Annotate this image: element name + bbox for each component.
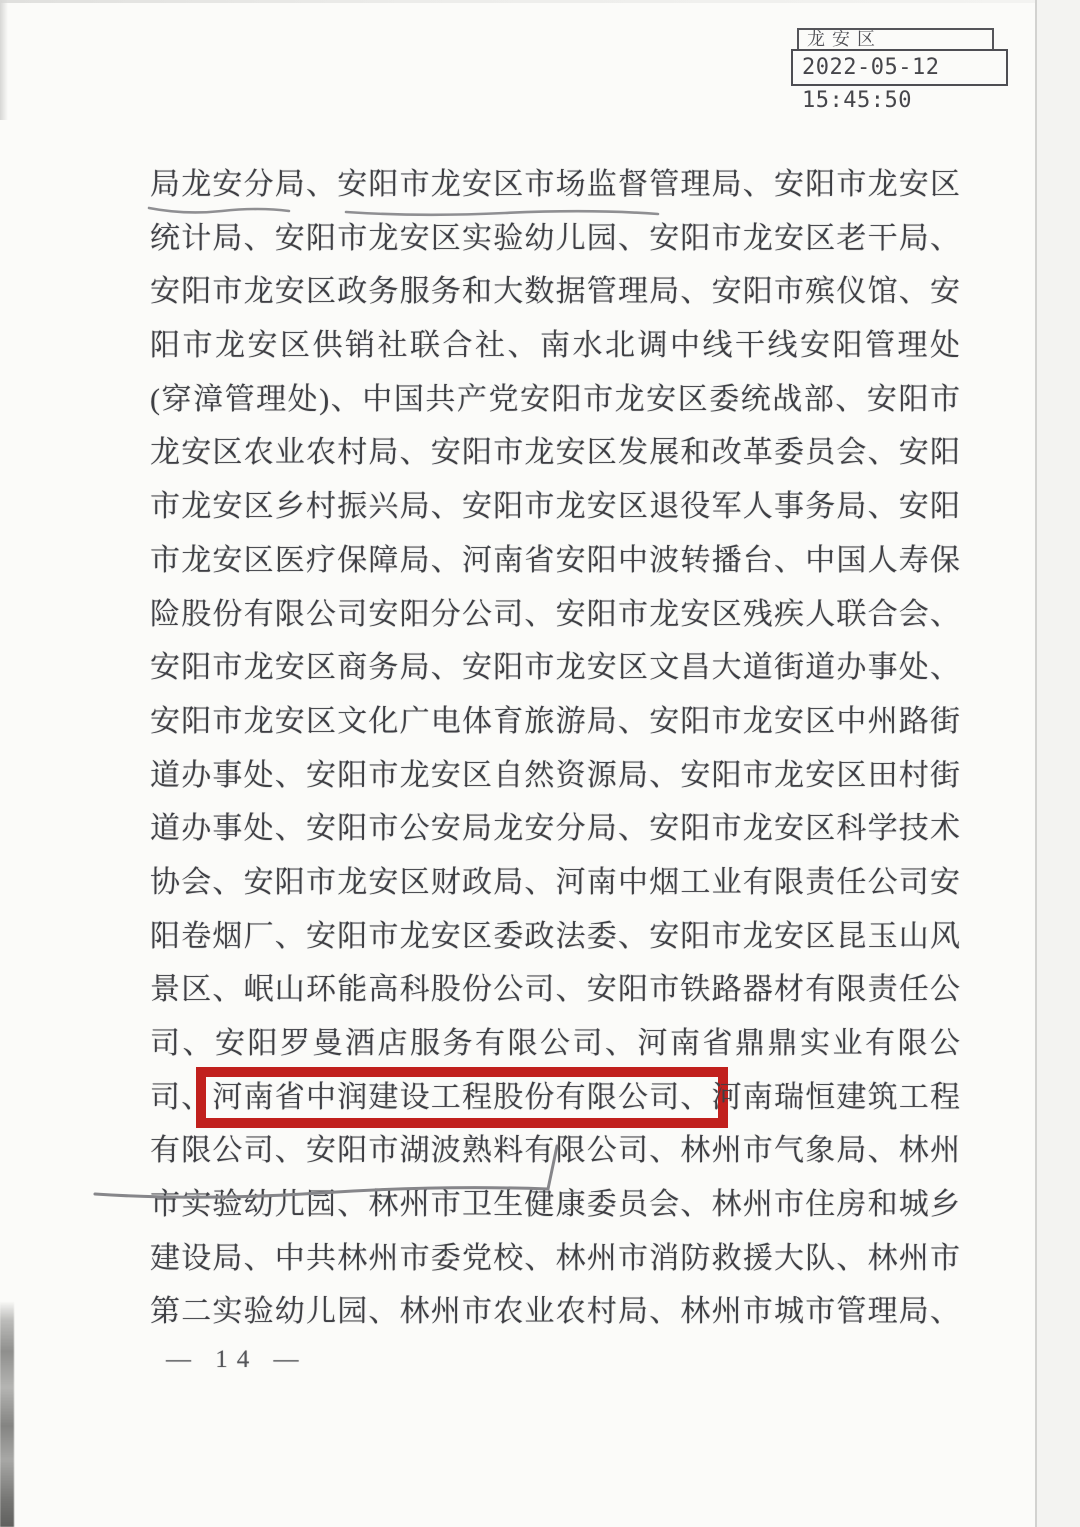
scan-left-top-shadow: [0, 0, 8, 120]
text-line: [150, 1124, 960, 1178]
text-line: [150, 641, 960, 695]
text-segment: 安阳市龙安区商务局、安阳市龙安区文昌大道街道办事处、: [150, 651, 960, 685]
text-segment: 阳卷烟厂、安阳市龙安区委政法委、安阳市龙安区昆玉山风: [150, 919, 960, 953]
text-segment: 司、安阳罗曼酒店服务有限公司、河南省鼎鼎实业有限公: [150, 1027, 960, 1060]
text-line: [150, 1017, 960, 1071]
text-line: [150, 426, 960, 480]
text-segment: 有限公司、安阳市湖波熟料有限公司、林州市气象局、林州: [150, 1134, 960, 1168]
page-number: — 14 —: [166, 1346, 308, 1373]
text-line: [150, 802, 960, 856]
scan-top-edge: [0, 0, 1080, 3]
text-line: [150, 588, 960, 642]
text-line: [150, 319, 960, 373]
text-segment: 建设局、中共林州市委党校、林州市消防救援大队、林州市: [150, 1241, 960, 1275]
text-line: [150, 534, 960, 588]
text-line: [150, 212, 960, 266]
text-segment: 第二实验幼儿园、林州市农业农村局、林州市城市管理局、: [150, 1295, 960, 1329]
document-body-text: [150, 158, 960, 1339]
text-segment: 龙安区农业农村局、安阳市龙安区发展和改革委员会、安阳: [150, 436, 960, 470]
timestamp-stamp: [791, 28, 1008, 113]
text-segment: 阳市龙安区供销社联合社、南水北调中线干线安阳管理处: [150, 329, 960, 363]
scan-binding-shadow: [0, 1302, 14, 1527]
text-line: [150, 856, 960, 910]
text-segment: 市龙安区乡村振兴局、安阳市龙安区退役军人事务局、安阳: [150, 490, 960, 524]
text-line: [150, 695, 960, 749]
scan-right-margin: [1037, 0, 1080, 1527]
text-line: [150, 1071, 960, 1125]
text-segment: 安阳市龙安区政务服务和大数据管理局、安阳市殡仪馆、安: [150, 275, 960, 309]
text-segment: 道办事处、安阳市公安局龙安分局、安阳市龙安区科学技术: [150, 812, 960, 846]
text-segment: 司、: [150, 1080, 213, 1114]
text-line: [150, 158, 960, 212]
paper-right-edge-line: [1035, 0, 1037, 1527]
text-segment: 险股份有限公司安阳分公司、安阳市龙安区残疾人联合会、: [150, 597, 960, 631]
text-segment: 市实验幼儿园、林州市卫生健康委员会、林州市住房和城乡: [150, 1188, 960, 1222]
text-line: [150, 910, 960, 964]
text-line: [150, 373, 960, 427]
text-segment: 景区、岷山环能高科股份公司、安阳市铁路器材有限责任公: [150, 973, 960, 1007]
text-line: [150, 265, 960, 319]
text-line: [150, 480, 960, 534]
highlighted-company-box: 河南省中润建设工程股份有限公司、: [196, 1067, 727, 1128]
text-segment: 道办事处、安阳市龙安区自然资源局、安阳市龙安区田村街: [150, 758, 960, 792]
text-segment: 河南瑞恒建筑工程: [711, 1080, 961, 1114]
stamp-region-label: 龙安区: [797, 28, 994, 49]
text-line: [150, 1178, 960, 1232]
text-line: [150, 1232, 960, 1286]
text-line: [150, 749, 960, 803]
text-segment: 统计局、安阳市龙安区实验幼儿园、安阳市龙安区老干局、: [150, 221, 960, 255]
text-segment: (穿漳管理处)、中国共产党安阳市龙安区委统战部、安阳市: [150, 382, 960, 416]
text-segment: 局龙安分局、安阳市龙安区市场监督管理局、安阳市龙安区: [150, 168, 960, 201]
text-segment: 协会、安阳市龙安区财政局、河南中烟工业有限责任公司安: [150, 865, 960, 899]
text-segment: 市龙安区医疗保障局、河南省安阳中波转播台、中国人寿保: [150, 543, 960, 577]
text-segment: 安阳市龙安区文化广电体育旅游局、安阳市龙安区中州路街: [150, 704, 960, 738]
text-line: [150, 1285, 960, 1339]
text-line: [150, 963, 960, 1017]
stamp-datetime: 2022-05-12 15:45:50: [791, 49, 1008, 86]
